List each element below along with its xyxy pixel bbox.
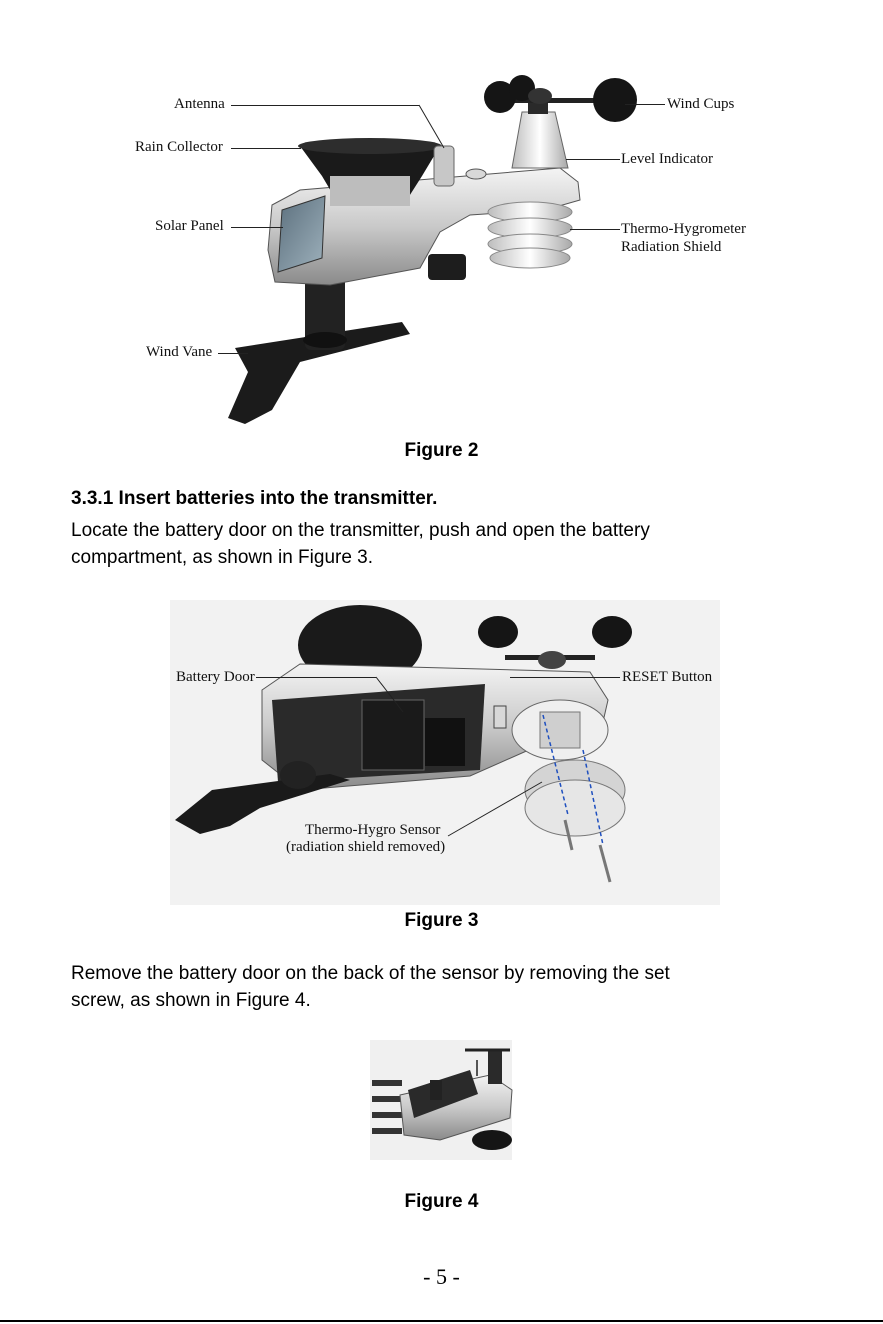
label-wind-vane: Wind Vane (146, 344, 213, 360)
figure-3-caption: Figure 3 (404, 910, 479, 931)
label-radiation-shield-line1: Thermo-Hygrometer (621, 221, 746, 237)
figure-2-caption: Figure 2 (404, 440, 479, 461)
footer-rule (0, 1320, 883, 1322)
label-thermo-hygro-sensor-line1: Thermo-Hygro Sensor (305, 822, 441, 838)
label-battery-door: Battery Door (176, 669, 255, 685)
paragraph-line: Locate the battery door on the transmitter, push and open the battery (71, 520, 650, 541)
figure-4-caption: Figure 4 (404, 1191, 479, 1212)
paragraph-line: screw, as shown in Figure 4. (71, 990, 311, 1011)
paragraph-line: compartment, as shown in Figure 3. (71, 547, 374, 568)
paragraph-line: Remove the battery door on the back of the sensor by removing the set (71, 963, 670, 984)
section-heading: 3.3.1 Insert batteries into the transmitter. (71, 488, 438, 509)
label-thermo-hygro-sensor-line2: (radiation shield removed) (286, 839, 446, 855)
label-rain-collector: Rain Collector (135, 139, 223, 155)
label-level-indicator: Level Indicator (621, 151, 714, 167)
page-number: - 5 - (423, 1264, 460, 1289)
label-solar-panel: Solar Panel (155, 218, 224, 234)
label-wind-cups: Wind Cups (667, 96, 735, 112)
label-reset-button: RESET Button (622, 669, 713, 685)
label-antenna: Antenna (174, 96, 225, 112)
label-radiation-shield-line2: Radiation Shield (621, 239, 722, 255)
